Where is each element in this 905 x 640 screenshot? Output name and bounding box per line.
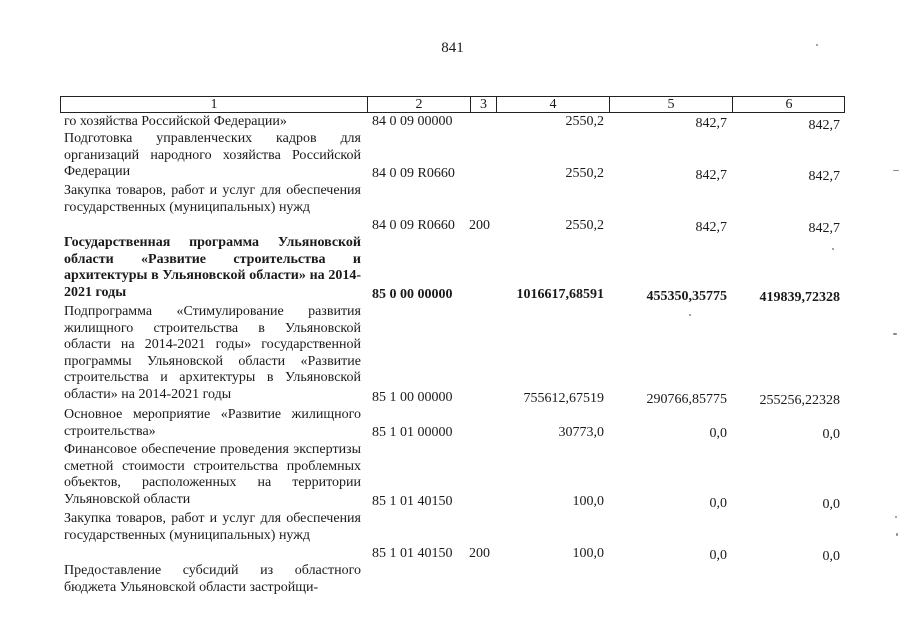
row-value-2015: 2550,2 <box>565 166 604 181</box>
page-number: 841 <box>441 40 464 56</box>
row-value-2016: 0,0 <box>709 426 727 441</box>
row-code: 84 0 09 R0660 <box>372 166 455 181</box>
column-header-4: 4 <box>496 97 609 112</box>
row-value-2016: 842,7 <box>695 168 727 183</box>
row-value-2017: 842,7 <box>808 169 840 184</box>
row-vr: 200 <box>469 218 490 233</box>
row-value-2017: 0,0 <box>822 497 840 512</box>
row-value-2017: 842,7 <box>808 118 840 133</box>
scan-speck <box>893 333 897 335</box>
row-value-2015: 30773,0 <box>558 425 604 440</box>
row-name: Закупка товаров, работ и услуг для обеспечения государственных (муниципальных) нужд <box>64 511 361 543</box>
row-value-2017: 0,0 <box>822 427 840 442</box>
row-code: 85 1 00 00000 <box>372 390 453 405</box>
row-value-2016: 290766,85775 <box>646 392 727 407</box>
scan-speck <box>816 44 818 46</box>
row-code: 85 1 01 00000 <box>372 425 453 440</box>
row-value-2015: 2550,2 <box>565 114 604 129</box>
row-name: Подготовка управленческих кадров для организаций народного хозяйства Российской Федерации <box>64 131 361 179</box>
row-value-2016: 455350,35775 <box>646 289 727 304</box>
row-value-2017: 842,7 <box>808 221 840 236</box>
row-value-2015: 1016617,68591 <box>516 287 604 302</box>
row-value-2015: 100,0 <box>572 546 604 561</box>
row-value-2016: 0,0 <box>709 548 727 563</box>
row-value-2016: 842,7 <box>695 116 727 131</box>
column-header-1: 1 <box>210 97 218 112</box>
row-name: Закупка товаров, работ и услуг для обеспечения государственных (муниципальных) нужд <box>64 183 361 215</box>
column-header-3: 3 <box>470 97 496 112</box>
row-code: 85 1 01 40150 <box>372 494 453 509</box>
scan-speck <box>689 314 691 316</box>
row-value-2015: 2550,2 <box>565 218 604 233</box>
row-name: Государственная программа Ульяновской области «Развитие строительства и архитектуры в Ульяновской области» на 2014-2021 годы <box>64 235 361 300</box>
row-code: 85 1 01 40150 <box>372 546 453 561</box>
row-code: 85 0 00 00000 <box>372 287 453 302</box>
table-header <box>60 96 845 113</box>
row-value-2016: 842,7 <box>695 220 727 235</box>
scan-speck <box>896 533 898 536</box>
row-vr: 200 <box>469 546 490 561</box>
column-header-2: 2 <box>367 97 470 112</box>
row-name: Финансовое обеспечение проведения экспертизы сметной стоимости строительства проблемных объектов, расположенных на территории Ульяновской области <box>64 442 361 507</box>
row-value-2015: 100,0 <box>572 494 604 509</box>
row-value-2015: 755612,67519 <box>523 391 604 406</box>
column-header-5: 5 <box>609 97 732 112</box>
scan-speck <box>895 516 897 518</box>
scan-speck <box>832 248 834 250</box>
row-name: Основное мероприятие «Развитие жилищного строительства» <box>64 407 361 439</box>
row-name: го хозяйства Российской Федерации» <box>64 114 287 129</box>
row-name: Предоставление субсидий из областного бюджета Ульяновской области застройщи- <box>64 563 361 595</box>
row-value-2016: 0,0 <box>709 496 727 511</box>
row-code: 84 0 09 00000 <box>372 114 453 129</box>
scan-speck <box>893 170 899 171</box>
row-value-2017: 255256,22328 <box>759 393 840 408</box>
row-value-2017: 419839,72328 <box>759 290 840 305</box>
row-name: Подпрограмма «Стимулирование развития жилищного строительства в Ульяновской области на 2014-2021 годы» государственной программы Ульяновской области «Развитие строительства и архитектуры в Ульяновской области» на 2014-2021 годы <box>64 304 361 402</box>
row-code: 84 0 09 R0660 <box>372 218 455 233</box>
row-value-2017: 0,0 <box>822 549 840 564</box>
column-header-6: 6 <box>732 97 845 112</box>
